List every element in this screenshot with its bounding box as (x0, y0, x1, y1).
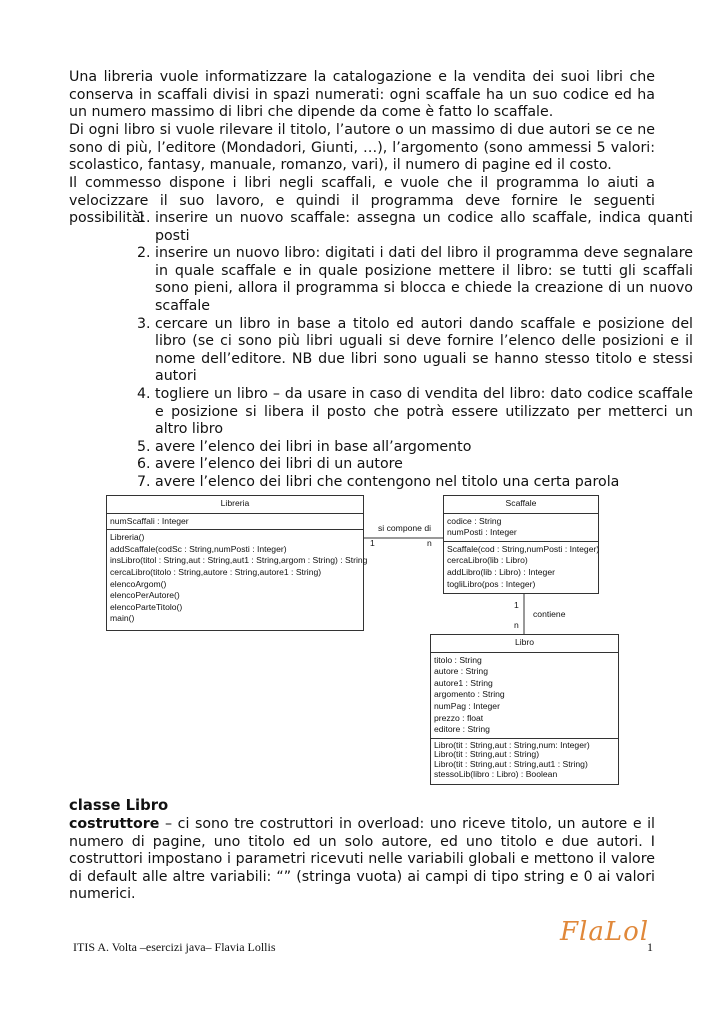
attribute: autore1 : String (434, 677, 493, 688)
class-methods (107, 530, 368, 627)
intro-paragraph-1: Una libreria vuole informatizzare la catalogazione e la vendita dei suoi libri che conserva in scaffali divisi in spazi numerati: ogni scaffale ha un suo codice ed ha un numero massimo di libri che dipende da come è fatto lo scaffale. (69, 69, 655, 121)
class-methods (444, 542, 598, 592)
method: elencoArgom() (110, 578, 167, 589)
method: Libreria() (110, 532, 145, 543)
method: addScaffale(codSc : String,numPosti : Integer) (110, 543, 287, 554)
method: cercaLibro(lib : Libro) (447, 555, 528, 566)
method: Libro(tit : String,aut : String) (434, 749, 540, 760)
method: main() (110, 613, 135, 624)
footer-author: ITIS A. Volta –esercizi java– Flavia Lollis (73, 940, 276, 954)
assoc-multiplicity-top: 1 (514, 600, 519, 610)
section-term: costruttore (69, 816, 160, 832)
class-attributes (444, 514, 598, 542)
attribute: numScaffali : Integer (110, 515, 189, 526)
method: stessoLib(libro : Libro) : Boolean (434, 768, 558, 779)
intro-paragraph-3: Il commesso dispone i libri negli scaffali, e vuole che il programma lo aiuti a velocizzare il suo lavoro, e quindi il programma deve fornire le seguenti possibilità: (69, 175, 655, 227)
class-attributes (431, 653, 618, 739)
requirement-item: 7. avere l’elenco dei libri che contengono nel titolo una certa parola (155, 474, 693, 492)
section-text: – ci sono tre costruttori in overload: uno riceve titolo, un autore e il numero di pagine, uno titolo ed un solo autore, ed uno titolo e due autori. I costruttori impostano i parametri ricevuti nelle variabili globali e mettono il valore di default alle altre variabili: “” (stringa vuota) ai campi di tipo string e 0 ai valori numerici. (69, 816, 655, 903)
uml-class-scaffale (443, 495, 599, 594)
method: Libro(tit : String,aut : String,num: Integer) (434, 739, 590, 750)
method: addLibro(lib : Libro) : Integer (447, 566, 555, 577)
method: cercaLibro(titolo : String,autore : String,autore1 : String) (110, 566, 322, 577)
assoc-multiplicity-left: 1 (370, 538, 375, 548)
attribute: editore : String (434, 724, 490, 735)
requirement-item: 4. togliere un libro – da usare in caso di vendita del libro: dato codice scaffale e posizione si libera il posto che potrà essere utilizzato per metterci un altro libro (155, 386, 693, 439)
attribute: titolo : String (434, 654, 482, 665)
requirement-item: 5. avere l’elenco dei libri in base all’argomento (155, 439, 693, 457)
intro-paragraph-2: Di ogni libro si vuole rilevare il titolo, l’autore o un massimo di due autori se ce ne sono di più, l’editore (Mondadori, Giunti, …), l’argomento (sono ammessi 5 valori: scolastico, fantasy, manuale, romanzo, vari), il numero di pagine ed il costo. (69, 122, 655, 174)
attribute: codice : String (447, 515, 502, 526)
method: elencoPerAutore() (110, 590, 180, 601)
requirements-list (117, 210, 693, 492)
requirement-item: 6. avere l’elenco dei libri di un autore (155, 456, 693, 474)
assoc-label-contiene: contiene (533, 609, 566, 619)
attribute: numPag : Integer (434, 700, 500, 711)
assoc-multiplicity-bottom: n (514, 620, 519, 630)
page-number: 1 (647, 940, 653, 954)
attribute: argomento : String (434, 689, 505, 700)
section-body (69, 816, 655, 904)
requirement-item: 1. inserire un nuovo scaffale: assegna un codice allo scaffale, indica quanti posti (155, 210, 693, 245)
method: togliLibro(pos : Integer) (447, 578, 536, 589)
class-name: Libro (431, 635, 618, 653)
assoc-multiplicity-right: n (427, 538, 432, 548)
requirement-item: 3. cercare un libro in base a titolo ed autori dando scaffale e posizione del libro (se ci sono più libri uguali si deve fornire l’elenco delle posizioni e il nome dell’editore. NB due libri sono uguali se hanno stesso titolo e stessi autori (155, 316, 693, 386)
class-attributes (107, 514, 363, 531)
method: elencoParteTitolo() (110, 601, 183, 612)
method: Scaffale(cod : String,numPosti : Integer) (447, 543, 600, 554)
requirement-item: 2. inserire un nuovo libro: digitati i dati del libro il programma deve segnalare in quale scaffale e in quale posizione mettere il libro: se tutti gli scaffali sono pieni, allora il programma si blocca e chiede la creazione di un nuovo scaffale (155, 245, 693, 315)
uml-class-libreria (106, 495, 368, 631)
section-heading: classe Libro (69, 797, 169, 814)
attribute: autore : String (434, 666, 488, 677)
class-name: Scaffale (444, 496, 598, 514)
flalol-logo: FlaLol (560, 917, 650, 947)
method: insLibro(titol : String,aut : String,aut1 : String,argom : String) : String (110, 555, 368, 566)
class-methods (431, 739, 618, 781)
method: Libro(tit : String,aut : String,aut1 : String) (434, 758, 588, 769)
attribute: prezzo : float (434, 712, 484, 723)
attribute: numPosti : Integer (447, 527, 517, 538)
assoc-label-si-compone-di: si compone di (378, 523, 432, 533)
uml-class-libro (430, 634, 619, 785)
class-name: Libreria (107, 496, 363, 514)
